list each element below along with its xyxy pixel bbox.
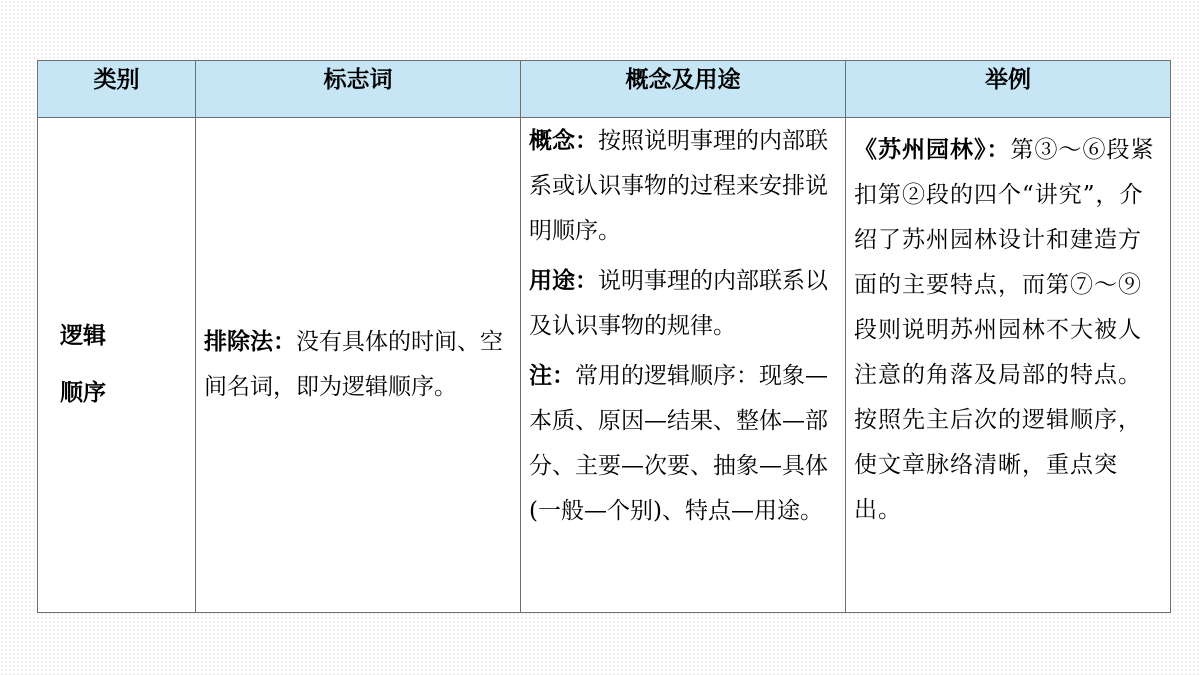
header-concept: 概念及用途 [521, 61, 846, 118]
example-paragraph [854, 128, 1164, 533]
concept-definition [529, 119, 839, 254]
header-example: 举例 [846, 61, 1171, 118]
concept-usage [529, 259, 839, 349]
category-text: 逻辑顺序 [60, 323, 106, 406]
table-row [38, 118, 1171, 613]
concept-cell [521, 118, 846, 613]
definition-label: 概念： [529, 128, 598, 154]
example-text: 第③～⑥段紧扣第②段的四个“讲究”，介绍了苏州园林设计和建造方面的主要特点，而第⑦～⑨段则说明苏州园林不大被人注意的角落及局部的特点。按照先主后次的逻辑顺序，使文章脉络清晰，重点突出。 [854, 137, 1155, 523]
note-label: 注： [529, 363, 575, 389]
note-text: 常用的逻辑顺序：现象—本质、原因—结果、整体—部分、主要—次要、抽象—具体(一般—个别)、特点—用途。 [529, 363, 828, 524]
keywords-cell [196, 118, 521, 613]
category-cell [38, 118, 196, 613]
usage-label: 用途： [529, 268, 598, 294]
header-category: 类别 [38, 61, 196, 118]
keywords-paragraph [204, 320, 512, 410]
logical-order-table [37, 60, 1171, 613]
header-keywords: 标志词 [196, 61, 521, 118]
keywords-label: 排除法： [204, 329, 296, 355]
concept-note [529, 354, 839, 534]
example-title: 《苏州园林》： [854, 137, 1011, 163]
definition-text: 按照说明事理的内部联系或认识事物的过程来安排说明顺序。 [529, 128, 828, 244]
example-cell [846, 118, 1171, 613]
usage-text: 说明事理的内部联系以及认识事物的规律。 [529, 268, 828, 339]
header-row [38, 61, 1171, 118]
keywords-text: 没有具体的时间、空间名词，即为逻辑顺序。 [204, 329, 503, 400]
